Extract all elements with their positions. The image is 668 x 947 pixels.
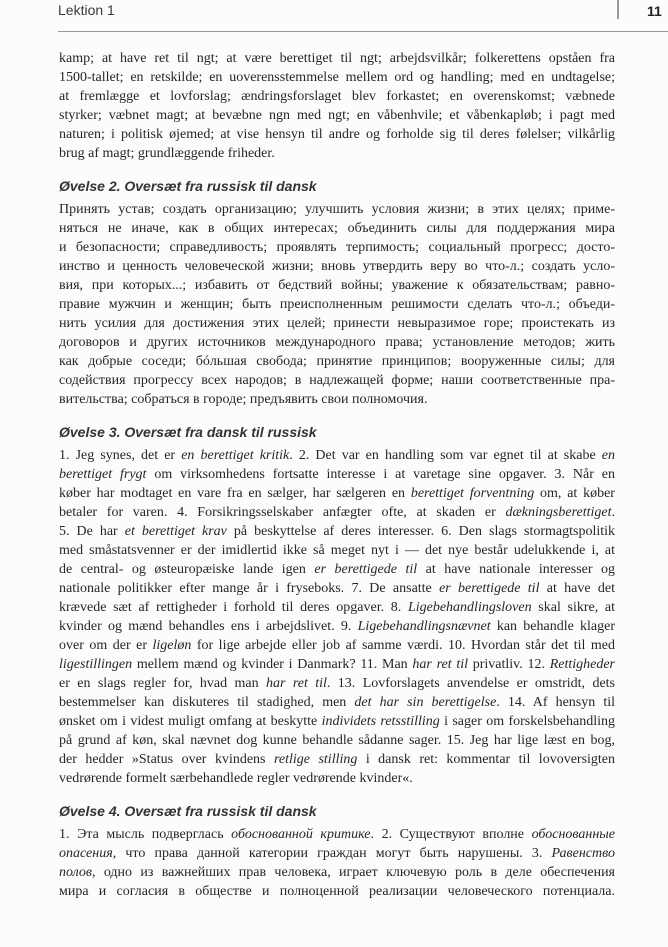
text-line [59,524,615,543]
italic-term: retlige stilling [273,752,358,767]
italic-term: et berettiget krav [124,524,227,539]
text-line [59,297,615,316]
italic-term: har ret til [266,676,327,691]
text-segment: brug af magt; grundlæggende friheder. [59,146,275,161]
text-segment: om virksomhedens fortsatte interesse i at varetage sine opgaver. 3. Når en [146,467,615,482]
text-line [59,581,615,600]
italic-term: en berettiget kritik [181,448,290,463]
text-line [59,70,615,89]
text-segment: at have nationale interesser og [417,562,616,577]
exercise-2-text [59,202,615,411]
text-line [59,619,615,638]
exercise-4-heading: Øvelse 4. Oversæt fra russisk til dansk [59,803,317,819]
text-segment: om, at køber [534,486,615,501]
text-line [59,373,615,392]
text-segment: Принять устав; создать организацию; улучшить условия жизни; в этих целях; приме- [59,202,615,217]
text-line [59,392,615,411]
text-segment: mellem mænd og kvinder i Danmark? 11. Man [132,657,413,672]
text-line [59,202,615,221]
text-line [59,240,615,259]
text-line [59,486,615,505]
text-line [59,865,615,884]
text-line [59,676,615,695]
text-line [59,657,615,676]
text-segment: , что права данной категории граждан могут быть нарушены. 3. [112,846,552,861]
text-line [59,127,615,146]
text-segment: няться не иначе, как в общих интересах; объединить силы для поддержания мира [59,221,615,236]
text-line [59,562,615,581]
italic-term: обоснованные [531,827,615,842]
text-segment: skal sikre, at [531,600,615,615]
text-segment: er en slags regler for, hvad man [59,676,266,691]
text-segment: инство и ценность человеческой жизни; вновь утвердить веру во что-л.; создать усло- [59,259,615,274]
text-segment: . 2. Существуют вполне [370,827,532,842]
text-segment: правие мужчин и женщин; быть преисполненным решимости сделать что-л.; объеди- [59,297,615,312]
text-segment: kan behandle klager [490,619,615,634]
text-line [59,884,615,903]
exercise-2-heading: Øvelse 2. Oversæt fra russisk til dansk [59,178,317,194]
text-segment: . 14. Af hensyn til [496,695,615,710]
text-line [59,505,615,524]
italic-term: Равенство [551,846,615,861]
italic-term: berettiget frygt [59,467,147,482]
header-divider [617,0,619,19]
text-segment: på beskyttelse af deres interesser. 6. Den slags stormagtspolitik [226,524,616,539]
text-segment: . 2. Det var en handling som var egnet til at skabe [289,448,602,463]
text-segment: bestemmelser kan diskuteres til stadighed, men [59,695,355,710]
italic-term: er berettigede til [314,562,418,577]
text-segment: kamp; at have ret til ngt; at være berettiget til ngt; arbejdsvilkår; folkerettens opståen fra [59,51,615,66]
text-segment: med småstatsvenner er der imidlertid ikke så meget nyt i — det nye består udelukkende i, at [59,543,615,558]
text-line [59,733,615,752]
text-line [59,259,615,278]
italic-term: опасения [59,846,113,861]
italic-term: en [601,448,615,463]
text-segment: договоров и других источников международного права; установление методов; жить [59,335,615,350]
text-segment: 1. Эта мысль подверглась [59,827,232,842]
text-line [59,752,615,771]
italic-term: individets retsstilling [321,714,440,729]
text-segment: вия, при которых...; избавить от бедствий войны; уважение к обязательствам; равно- [59,278,615,293]
text-line [59,846,615,865]
text-segment: styrker; væbnet magt; at bevæbne ngn med ngt; en våbenhvile; et våbenkapløb; i pagt med [59,108,615,123]
text-segment: på grund af køn, skal nævnet dog kunne behandle sådanne sager. 15. Jeg har lige læst en bog, [59,733,615,748]
text-line [59,316,615,335]
text-segment: i dansk ret: kommentar til lovoversigten [357,752,616,767]
italic-term: dækningsberettiget [505,505,612,520]
text-line [59,335,615,354]
text-segment: der hedder »Status over kvindens [59,752,274,767]
page-number: 11 [647,3,662,19]
text-segment: for lige arbejde eller job af samme værdi. 10. Hvordan står det til med [191,638,615,653]
italic-term: det har sin berettigelse [354,695,497,710]
italic-term: обоснованной критике [231,827,371,842]
text-segment: . [611,505,615,520]
text-segment: 5. De har [59,524,125,539]
text-segment: 1. Jeg synes, det er [59,448,182,463]
text-segment: ønsket om i videst muligt omfang at beskytte [59,714,322,729]
text-segment: содействия прогрессу всех народов; в надлежащей форме; наши соответственные пра- [59,373,615,388]
text-segment: мира и согласия в обществе и полноценной реализации человеческого потенциала. [59,884,615,899]
text-segment: de central- og østeuropæiske lande igen [59,562,315,577]
italic-term: er berettigede til [439,581,540,596]
text-segment: , одно из важнейших прав человека, играет ключевую роль в деле обеспечения [92,865,615,880]
text-line [59,638,615,657]
italic-term: полов [59,865,93,880]
text-segment: как добрые соседи; бóльшая свобода; принятие принципов; вооруженные силы; для [59,354,615,369]
text-line [59,278,615,297]
exercise-3-text [59,448,615,790]
italic-term: ligestillingen [59,657,133,672]
header-rule [58,31,668,32]
italic-term: Ligebehandlingsloven [407,600,532,615]
text-segment: nationale politikker efter mange år i fryseboks. 7. De ansatte [59,581,440,596]
text-segment: i sager om forskelsbehandling [439,714,615,729]
italic-term: berettiget forventning [410,486,535,501]
text-segment: вительства; собраться в городе; предъявить свои полномочия. [59,392,428,407]
text-segment: 1500-tallet; en retskilde; en uoverensstemmelse mellem ord og handling; med en undtagelse; [59,70,615,85]
text-line [59,543,615,562]
text-line [59,89,615,108]
text-segment: vedrørende formelt særbehandlede regler vedrørende kvinder«. [59,771,413,786]
text-line [59,827,615,846]
text-line [59,600,615,619]
text-segment: privatliv. 12. [468,657,550,672]
text-line [59,448,615,467]
text-segment: krævede sæt af rettigheder i forhold til deres opgaver. 8. [59,600,408,615]
text-line [59,695,615,714]
text-segment: и безопасности; справедливость; проявлять терпимость; социальный прогресс; досто- [59,240,615,255]
chapter-title: Lektion 1 [58,2,115,18]
text-segment: kvinder og mænd behandles ens i arbejdslivet. 9. [59,619,358,634]
text-line [59,108,615,127]
text-line [59,146,615,165]
text-segment: нить усилия для достижения этих целей; принести невыразимое горе; проистекать из [59,316,615,331]
text-segment: betaler for varen. 4. Forsikringsselskaber anfægter ofte, at skaden er [59,505,506,520]
text-segment: køber har modtaget en vare fra en sælger, har sælgeren en [59,486,411,501]
italic-term: ligeløn [152,638,192,653]
vocabulary-paragraph [59,51,615,165]
text-segment: at fremlægge et lovforslag; ændringsforslaget blev forkastet; en overenskomst; væbnede [59,89,615,104]
italic-term: Rettigheder [549,657,615,672]
text-line [59,51,615,70]
text-segment: . 13. Lovforslagets anvendelse er omstridt, dets [326,676,615,691]
text-segment: over om der er [59,638,153,653]
page-body [59,51,615,903]
text-line [59,714,615,733]
text-line [59,354,615,373]
exercise-4-text [59,827,615,903]
text-segment: naturen; i politisk øjemed; at vise hensyn til andre og forholde sig til deres følelser; vilkårlig [59,127,615,142]
text-line [59,771,615,790]
text-line [59,221,615,240]
text-segment: at have det [539,581,615,596]
exercise-3-heading: Øvelse 3. Oversæt fra dansk til russisk [59,424,317,440]
italic-term: Ligebehandlingsnævnet [357,619,491,634]
text-line [59,467,615,486]
italic-term: har ret til [412,657,468,672]
